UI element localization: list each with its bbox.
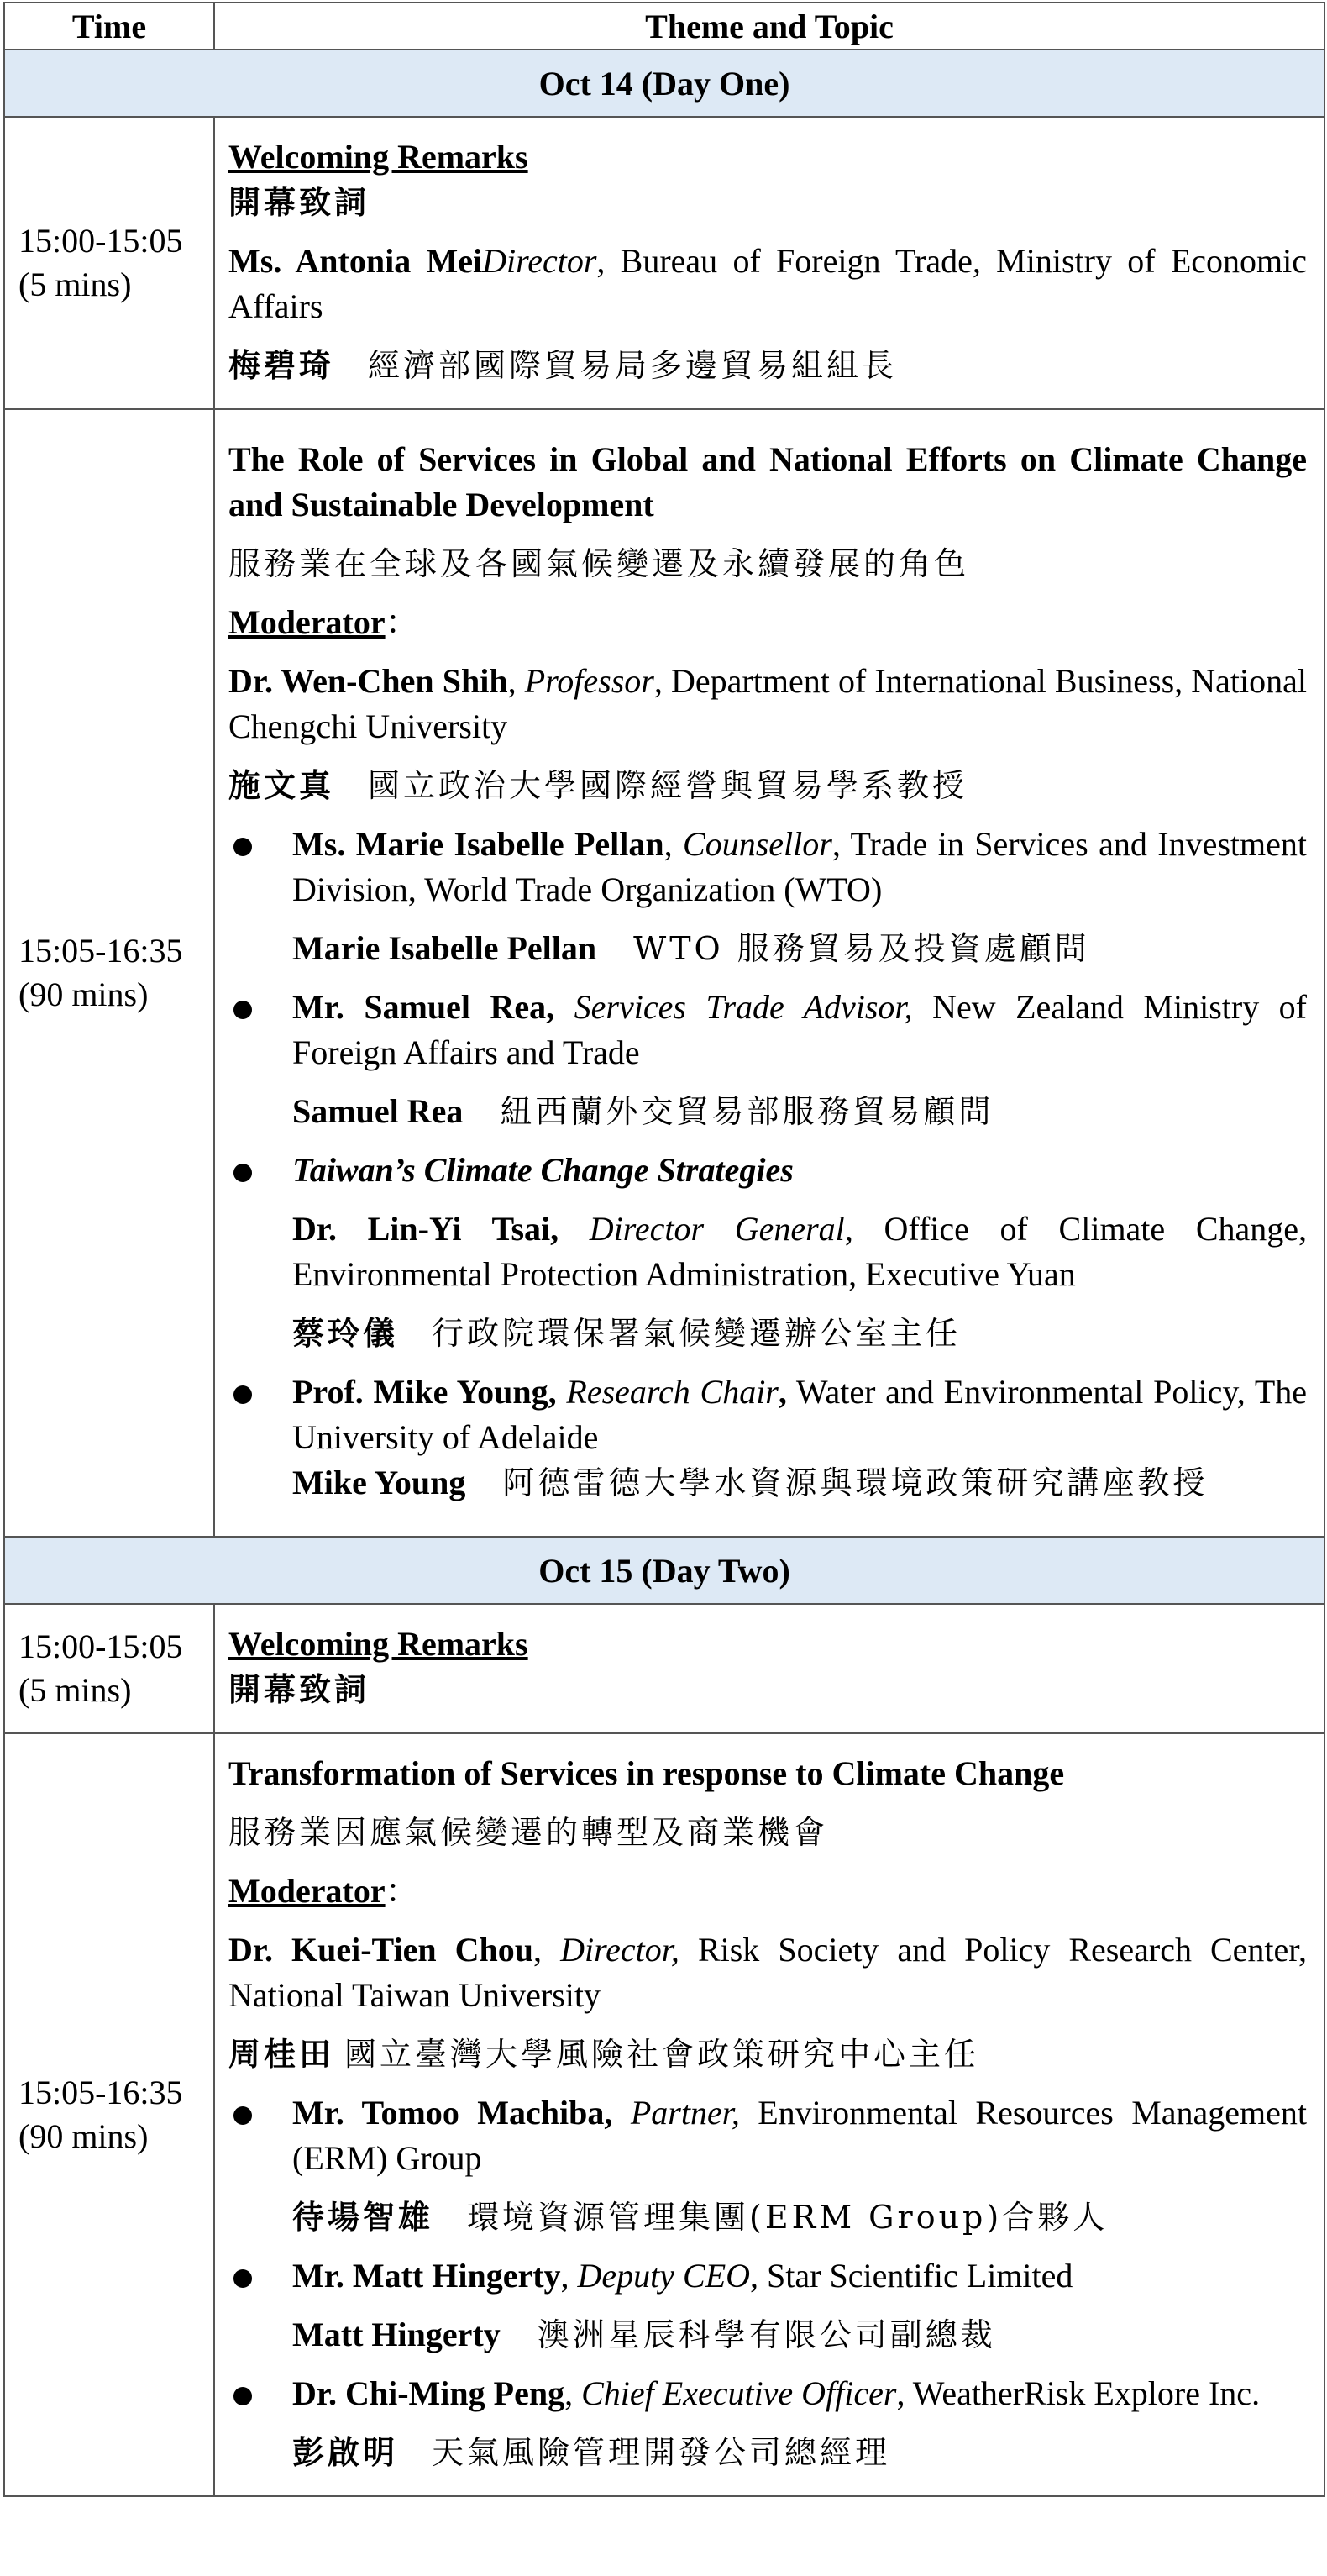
speaker-name: Dr. Chi-Ming Peng xyxy=(292,2374,565,2412)
session-title-zh: 開幕致詞 xyxy=(228,1670,370,1708)
session-time: 15:05-16:35 xyxy=(18,932,183,970)
session-time: 15:00-15:05 xyxy=(18,1627,183,1665)
speaker-name: Dr. Lin-Yi Tsai, xyxy=(292,1210,559,1248)
session-duration: (5 mins) xyxy=(18,1671,132,1709)
day-two-row xyxy=(4,1537,1324,1604)
speaker-org: Environmental Resources Management (ERM) Group xyxy=(292,2094,1308,2177)
speaker-name: Mr. Tomoo Machiba, xyxy=(292,2094,613,2132)
moderator-line: Dr. Kuei-Tien Chou, Director, Risk Society and Policy Research Center, National Taiwan University xyxy=(228,1931,1308,2014)
day-one-row xyxy=(4,50,1324,117)
speaker-zh-line xyxy=(228,2312,1307,2358)
speaker-org: Water and Environmental Policy, The University of Adelaide xyxy=(292,1373,1308,1456)
speaker-name: Mr. Samuel Rea, xyxy=(292,988,555,1026)
session-duration: (90 mins) xyxy=(18,975,149,1013)
topic-bullet xyxy=(228,1148,1307,1193)
speaker-zh-role: 澳洲星辰科學有限公司副總裁 xyxy=(537,2316,996,2353)
speaker-zh-name: 彭啟明 xyxy=(292,2433,399,2471)
moderator-label: Moderator xyxy=(228,1872,386,1910)
moderator-org: , Department of International Business, National Chengchi University xyxy=(228,662,1308,745)
speaker-bullet xyxy=(228,2090,1307,2181)
speaker-role: Counsellor xyxy=(683,825,832,863)
agenda-table xyxy=(3,2,1325,2497)
time-column-header: Time xyxy=(4,3,214,50)
speaker-alt-name: Marie Isabelle Pellan xyxy=(292,929,597,967)
speaker-zh-role: WTO 服務貿易及投資處顧問 xyxy=(633,930,1090,967)
session-topic-cell xyxy=(214,1604,1324,1733)
speaker-org: , Office of Climate Change, Environmental Protection Administration, Executive Yuan xyxy=(292,1210,1308,1293)
moderator-org: Risk Society and Policy Research Center, National Taiwan University xyxy=(228,1931,1308,2014)
speaker-zh-role: 阿德雷德大學水資源與環境政策研究講座教授 xyxy=(502,1464,1209,1501)
moderator-name: Dr. Wen-Chen Shih xyxy=(228,662,508,700)
moderator-zh-name: 施文真 xyxy=(228,766,335,804)
speaker-zh-line xyxy=(228,1460,1307,1506)
moderator-colon: ： xyxy=(385,1872,419,1910)
session-topic-cell xyxy=(214,117,1324,409)
speaker-role: Partner, xyxy=(630,2094,740,2132)
session-title: Transformation of Services in response to Climate Change xyxy=(228,1754,1065,1792)
speaker-bullet: Dr. Chi-Ming Peng, Chief Executive Officer, WeatherRisk Explore Inc. xyxy=(228,2371,1307,2416)
speaker-role: Deputy CEO xyxy=(577,2257,751,2295)
speaker-zh-line xyxy=(228,2430,1307,2475)
bullet-icon xyxy=(233,2387,252,2405)
session-row xyxy=(4,409,1324,1537)
session-row xyxy=(4,117,1324,409)
topic-title: Taiwan’s Climate Change Strategies xyxy=(292,1151,794,1189)
speaker-zh-line xyxy=(228,926,1307,971)
session-row xyxy=(4,1604,1324,1733)
session-topic-cell xyxy=(214,1733,1324,2496)
speaker-role: Director xyxy=(482,242,597,280)
session-title-zh: 開幕致詞 xyxy=(228,183,370,221)
moderator-zh-line xyxy=(228,2032,1307,2077)
bullet-icon xyxy=(233,838,252,856)
moderator-zh-name: 周桂田 xyxy=(228,2035,335,2073)
speaker-role: Research Chair xyxy=(566,1373,779,1411)
speaker-zh-role: 行政院環保署氣候變遷辦公室主任 xyxy=(432,1315,962,1352)
session-title: Welcoming Remarks xyxy=(228,138,528,176)
speaker-role: Services Trade Advisor, xyxy=(574,988,913,1026)
moderator-colon: ： xyxy=(385,603,419,641)
speaker-org: , Trade in Services and Investment Division, World Trade Organization (WTO) xyxy=(292,825,1308,908)
moderator-role: Professor xyxy=(524,662,654,700)
bullet-icon xyxy=(233,1001,252,1019)
speaker-bullet xyxy=(228,985,1307,1075)
speaker-org: , Bureau of Foreign Trade, Ministry of Economic Affairs xyxy=(228,242,1307,325)
speaker-alt-name: Mike Young xyxy=(292,1464,466,1501)
bullet-icon xyxy=(233,2106,252,2125)
speaker-alt-name: Samuel Rea xyxy=(292,1092,464,1130)
speaker-comma: , xyxy=(778,1373,787,1411)
session-time: 15:00-15:05 xyxy=(18,222,183,260)
moderator-zh-line xyxy=(228,763,1307,808)
speaker-role: Director General xyxy=(589,1210,845,1248)
speaker-org: New Zealand Ministry of Foreign Affairs and Trade xyxy=(292,988,1308,1071)
speaker-bullet: Ms. Marie Isabelle Pellan, Counsellor, Trade in Services and Investment Division, World Trade Organization (WTO) xyxy=(228,822,1307,912)
speaker-zh-name: 梅碧琦 xyxy=(228,346,335,384)
speaker-name: Ms. Antonia Mei xyxy=(228,242,483,280)
bullet-icon xyxy=(233,1385,252,1404)
speaker-zh-name: 蔡玲儀 xyxy=(292,1314,399,1352)
speaker-zh-line xyxy=(228,343,1307,388)
speaker-name: Prof. Mike Young, xyxy=(292,1373,557,1411)
speaker-zh-role: 紐西蘭外交貿易部服務貿易顧問 xyxy=(500,1093,994,1130)
moderator-line: Dr. Wen-Chen Shih, Professor, Department of International Business, National Chengchi University xyxy=(228,662,1308,745)
session-time-cell xyxy=(4,117,214,409)
speaker-name: Mr. Matt Hingerty xyxy=(292,2257,561,2295)
topic-column-header: Theme and Topic xyxy=(214,3,1324,50)
moderator-label-line xyxy=(228,600,1307,645)
speaker-org: , Star Scientific Limited xyxy=(750,2257,1073,2295)
session-time-cell xyxy=(4,1733,214,2496)
speaker-zh-role: 環境資源管理集團(ERM Group)合夥人 xyxy=(467,2199,1109,2236)
session-title: The Role of Services in Global and National Efforts on Climate Change and Sustainable Development xyxy=(228,440,1307,523)
speaker-alt-name: Matt Hingerty xyxy=(292,2316,501,2353)
speaker-zh-role: 天氣風險管理開發公司總經理 xyxy=(432,2434,891,2471)
session-time: 15:05-16:35 xyxy=(18,2074,183,2111)
header-row xyxy=(4,3,1324,50)
bullet-icon xyxy=(233,1164,252,1182)
day-two-label: Oct 15 (Day Two) xyxy=(4,1537,1324,1604)
bullet-icon xyxy=(233,2269,252,2288)
speaker-zh-line xyxy=(228,2195,1307,2240)
speaker-bullet xyxy=(228,1369,1307,1460)
session-title: Welcoming Remarks xyxy=(228,1625,528,1663)
speaker-line xyxy=(228,1207,1307,1297)
speaker-bullet: Mr. Matt Hingerty, Deputy CEO, Star Scientific Limited xyxy=(228,2253,1307,2299)
session-title-zh: 服務業因應氣候變遷的轉型及商業機會 xyxy=(228,1814,829,1851)
speaker-org: , WeatherRisk Explore Inc. xyxy=(896,2374,1261,2412)
speaker-line xyxy=(228,239,1307,329)
speaker-zh-line xyxy=(228,1089,1307,1134)
session-time-cell xyxy=(4,1604,214,1733)
speaker-role: Chief Executive Officer xyxy=(581,2374,897,2412)
day-one-label: Oct 14 (Day One) xyxy=(4,50,1324,117)
moderator-zh-role: 國立政治大學國際經營與貿易學系教授 xyxy=(368,767,968,804)
session-duration: (5 mins) xyxy=(18,265,132,303)
speaker-name: Ms. Marie Isabelle Pellan xyxy=(292,825,664,863)
session-time-cell xyxy=(4,409,214,1537)
speaker-zh-name: 待場智雄 xyxy=(292,2198,434,2236)
speaker-zh-line xyxy=(228,1311,1307,1356)
session-row xyxy=(4,1733,1324,2496)
moderator-name: Dr. Kuei-Tien Chou xyxy=(228,1931,534,1969)
session-duration: (90 mins) xyxy=(18,2117,149,2155)
moderator-role: Director, xyxy=(560,1931,679,1969)
moderator-zh-role: 國立臺灣大學風險社會政策研究中心主任 xyxy=(344,2036,980,2073)
session-title-zh: 服務業在全球及各國氣候變遷及永續發展的角色 xyxy=(228,545,970,582)
session-topic-cell xyxy=(214,409,1324,1537)
speaker-zh-role: 經濟部國際貿易局多邊貿易組組長 xyxy=(368,347,898,384)
moderator-label: Moderator xyxy=(228,603,386,641)
moderator-label-line xyxy=(228,1869,1307,1914)
